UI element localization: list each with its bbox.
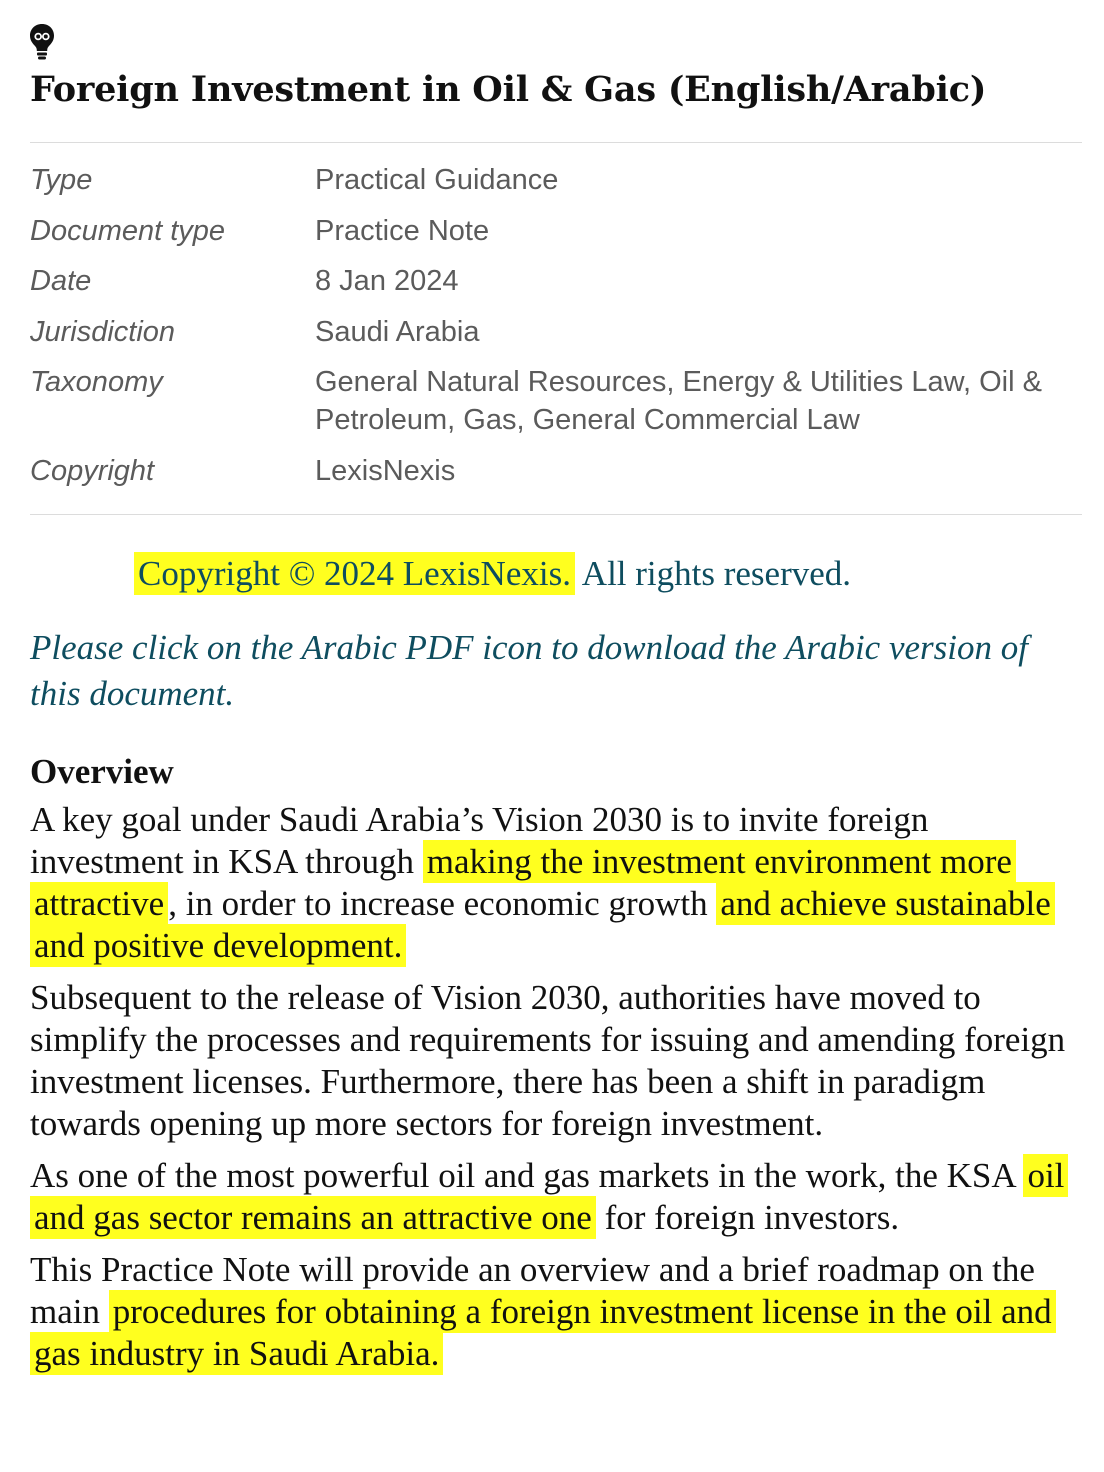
copyright-notice <box>134 551 1082 597</box>
highlighted-text: and achieve sustainable and positive development. <box>30 882 1055 967</box>
text-segment: As one of the most powerful oil and gas markets in the work, the KSA <box>30 1155 1024 1195</box>
metadata-value: General Natural Resources, Energy & Utilities Law, Oil & Petroleum, Gas, General Commercial Law <box>315 366 1042 436</box>
metadata-table <box>30 161 1082 490</box>
metadata-value: Practice Note <box>315 214 490 247</box>
highlighted-text: making the investment environment more attractive <box>30 840 1016 925</box>
paragraph <box>30 799 1082 967</box>
metadata-label: Taxonomy <box>30 366 163 398</box>
metadata-row-taxonomy <box>30 363 1082 439</box>
metadata-label: Jurisdiction <box>30 315 176 348</box>
highlighted-text: Copyright © 2024 LexisNexis. <box>134 552 575 595</box>
text-segment: A key goal under Saudi Arabia’s Vision 2030 is to invite foreign investment in KSA through <box>30 799 929 881</box>
text-segment: This Practice Note will provide an overview and a brief roadmap on the main <box>30 1249 1035 1331</box>
metadata-row-jurisdiction <box>30 313 1082 351</box>
metadata-label: Copyright <box>30 454 155 487</box>
paragraph <box>30 1155 1082 1239</box>
metadata-label: Date <box>30 265 92 297</box>
metadata-row-type <box>30 161 1082 199</box>
highlighted-text: oil and gas sector remains an attractive one <box>30 1154 1068 1239</box>
copyright-rest: All rights reserved. <box>574 553 852 593</box>
paragraph <box>30 977 1082 1145</box>
text-segment: , in order to increase economic growth <box>168 883 717 923</box>
paragraph <box>30 1249 1082 1375</box>
metadata-row-date <box>30 262 1082 300</box>
metadata-value: Practical Guidance <box>315 164 559 196</box>
divider <box>30 142 1082 143</box>
metadata-value: Saudi Arabia <box>315 315 480 348</box>
metadata-value: 8 Jan 2024 <box>315 265 459 297</box>
metadata-label: Type <box>30 164 93 196</box>
lightbulb-icon[interactable] <box>28 22 56 62</box>
divider <box>30 514 1082 515</box>
metadata-label: Document type <box>30 214 226 247</box>
metadata-value: LexisNexis <box>315 454 456 487</box>
section-heading-overview: Overview <box>30 751 174 791</box>
text-segment: Subsequent to the release of Vision 2030, authorities have moved to simplify the processes and requirements for issuing and amending foreign investment licenses. Furthermore, there has been a shift in paradigm towards opening up more sectors for foreign investment. <box>30 977 1066 1143</box>
highlighted-text: procedures for obtaining a foreign investment license in the oil and gas industry in Saudi Arabia. <box>30 1290 1056 1375</box>
metadata-row-document-type <box>30 212 1082 250</box>
document-page <box>30 22 1082 1375</box>
metadata-row-copyright <box>30 452 1082 490</box>
document-title: Foreign Investment in Oil & Gas (English/Arabic) <box>30 69 987 110</box>
arabic-pdf-notice: Please click on the Arabic PDF icon to download the Arabic version of this document. <box>30 627 1028 713</box>
text-segment: for foreign investors. <box>595 1197 900 1237</box>
